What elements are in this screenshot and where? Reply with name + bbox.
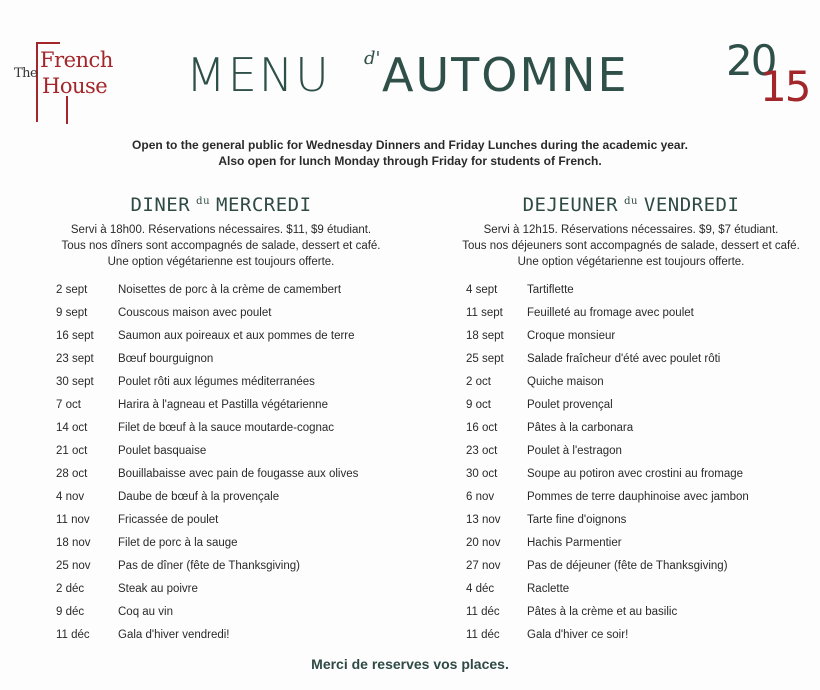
menu-row — [446, 416, 816, 439]
year-badge — [722, 36, 818, 116]
menu-dish: Poulet basquaise — [118, 444, 207, 457]
title-d: d' — [364, 48, 381, 69]
wednesday-dinner-column — [36, 194, 406, 646]
menu-date: 4 nov — [56, 490, 85, 503]
friday-title — [446, 194, 816, 220]
menu-date: 27 nov — [466, 559, 501, 572]
menu-dish: Noisettes de porc à la crème de camembert — [118, 283, 342, 296]
info-line: Tous nos déjeuners sont accompagnés de salade, dessert et café. — [462, 240, 800, 252]
menu-dish: Pas de dîner (fête de Thanksgiving) — [118, 559, 300, 572]
menu-dish: Pâtes à la carbonara — [527, 421, 634, 434]
menu-dish: Filet de bœuf à la sauce moutarde-cognac — [118, 421, 335, 434]
menu-date: 2 oct — [466, 375, 491, 388]
logo-bar — [36, 42, 60, 44]
menu-date: 6 nov — [466, 490, 495, 503]
friday-title-b: VENDREDI — [643, 194, 740, 216]
menu-row — [446, 508, 816, 531]
intro-line: Also open for lunch Monday through Friday for students of French. — [218, 154, 602, 168]
menu-date: 2 déc — [56, 582, 85, 595]
menu-row — [36, 623, 406, 646]
year-first: 20 — [726, 36, 776, 85]
menu-date: 28 oct — [56, 467, 88, 480]
menu-row — [36, 393, 406, 416]
menu-dish: Gala d'hiver vendredi! — [118, 628, 230, 641]
menu-date: 14 oct — [56, 421, 88, 434]
menu-date: 13 nov — [466, 513, 501, 526]
menu-date: 11 déc — [466, 628, 500, 641]
menu-dish: Coq au vin — [118, 605, 173, 618]
logo-french: French — [40, 48, 113, 72]
menu-date: 4 déc — [466, 582, 495, 595]
logo-bar — [36, 42, 38, 122]
menu-dish: Couscous maison avec poulet — [118, 306, 272, 319]
menu-date: 20 nov — [466, 536, 501, 549]
wednesday-title-du: du — [196, 195, 211, 207]
menu-date: 23 oct — [466, 444, 498, 457]
menu-row — [446, 485, 816, 508]
friday-title-du: du — [624, 195, 638, 207]
menu-date: 25 sept — [466, 352, 504, 365]
menu-dish: Gala d'hiver ce soir! — [527, 628, 629, 641]
menu-date: 11 sept — [466, 306, 503, 319]
menu-date: 9 sept — [56, 306, 88, 319]
menu-dish: Quiche maison — [527, 375, 604, 388]
year-second: 15 — [760, 62, 810, 111]
menu-dish: Fricassée de poulet — [118, 513, 219, 526]
menu-dish: Pâtes à la crème et au basilic — [527, 605, 678, 618]
menu-date: 21 oct — [56, 444, 88, 457]
menu-date: 25 nov — [56, 559, 91, 572]
menu-row — [446, 393, 816, 416]
menu-row — [36, 324, 406, 347]
menu-row — [446, 324, 816, 347]
menu-dish: Harira à l'agneau et Pastilla végétarienne — [118, 398, 328, 411]
french-house-logo — [8, 38, 126, 128]
menu-dish: Feuilleté au fromage avec poulet — [527, 306, 694, 319]
menu-row — [36, 531, 406, 554]
menu-dish: Poulet à l'estragon — [527, 444, 622, 457]
menu-dish: Pommes de terre dauphinoise avec jambon — [527, 490, 749, 503]
menu-row — [36, 347, 406, 370]
menu-dish: Filet de porc à la sauge — [118, 536, 238, 549]
menu-dish: Bœuf bourguignon — [118, 352, 214, 365]
title-menu: MENU — [186, 48, 331, 102]
menu-dish: Salade fraîcheur d'été avec poulet rôti — [527, 352, 721, 365]
info-line: Servi à 18h00. Réservations nécessaires. $11, $9 étudiant. — [70, 224, 372, 236]
menu-row — [446, 554, 816, 577]
menu-row — [446, 370, 816, 393]
info-line: Servi à 12h15. Réservations nécessaires. $9, $7 étudiant. — [483, 224, 779, 236]
menu-dish: Tarte fine d'oignons — [527, 513, 627, 526]
menu-row — [446, 301, 816, 324]
friday-title-a: DEJEUNER — [522, 194, 619, 216]
info-line: Une option végétarienne est toujours offerte. — [107, 256, 335, 268]
info-line: Tous nos dîners sont accompagnés de salade, dessert et café. — [61, 240, 381, 252]
menu-date: 18 sept — [466, 329, 504, 342]
menu-date: 7 oct — [56, 398, 81, 411]
menu-row — [36, 439, 406, 462]
menu-row — [36, 416, 406, 439]
menu-row — [36, 462, 406, 485]
menu-date: 18 nov — [56, 536, 91, 549]
menu-date: 9 oct — [466, 398, 491, 411]
friday-info — [446, 222, 816, 270]
friday-lunch-column — [446, 194, 816, 646]
info-line: Une option végétarienne est toujours offerte. — [517, 256, 745, 268]
menu-date: 9 déc — [56, 605, 85, 618]
menu-row — [446, 462, 816, 485]
menu-row — [446, 600, 816, 623]
menu-date: 23 sept — [56, 352, 94, 365]
menu-dish: Poulet provençal — [527, 398, 613, 411]
menu-dish: Bouillabaisse avec pain de fougasse aux olives — [118, 467, 359, 480]
menu-dish: Poulet rôti aux légumes méditerranées — [118, 375, 315, 388]
page-title — [186, 44, 666, 104]
menu-dish: Saumon aux poireaux et aux pommes de terre — [118, 329, 355, 342]
menu-date: 11 nov — [56, 513, 90, 526]
intro-line: Open to the general public for Wednesday Dinners and Friday Lunches during the academic year. — [132, 138, 688, 152]
menu-date: 11 déc — [56, 628, 90, 641]
menu-date: 30 sept — [56, 375, 94, 388]
menu-date: 2 sept — [56, 283, 88, 296]
menu-row — [446, 278, 816, 301]
menu-row — [446, 439, 816, 462]
menu-dish: Steak au poivre — [118, 582, 198, 595]
menu-date: 30 oct — [466, 467, 498, 480]
menu-row — [36, 485, 406, 508]
menu-row — [36, 508, 406, 531]
wednesday-menu-list — [36, 278, 406, 646]
menu-dish: Raclette — [527, 582, 570, 595]
menu-date: 4 sept — [466, 283, 498, 296]
menu-row — [36, 278, 406, 301]
menu-date: 11 déc — [466, 605, 500, 618]
menu-row — [36, 370, 406, 393]
wednesday-title — [36, 194, 406, 220]
friday-menu-list — [446, 278, 816, 646]
wednesday-title-a: DINER — [130, 194, 191, 216]
intro-text — [0, 137, 820, 169]
menu-row — [36, 301, 406, 324]
title-automne: AUTOMNE — [382, 48, 629, 102]
menu-dish: Daube de bœuf à la provençale — [118, 490, 280, 503]
menu-row — [36, 600, 406, 623]
logo-bar — [66, 96, 68, 124]
menu-dish: Hachis Parmentier — [527, 536, 622, 549]
wednesday-info — [36, 222, 406, 270]
menu-row — [446, 577, 816, 600]
menu-date: 16 oct — [466, 421, 498, 434]
menu-dish: Pas de déjeuner (fête de Thanksgiving) — [527, 559, 728, 572]
menu-row — [36, 554, 406, 577]
menu-row — [446, 531, 816, 554]
menu-row — [446, 347, 816, 370]
logo-the: The — [14, 66, 38, 81]
menu-date: 16 sept — [56, 329, 94, 342]
menu-dish: Soupe au potiron avec crostini au fromage — [527, 467, 744, 480]
menu-dish: Tartiflette — [527, 283, 574, 296]
footer-note: Merci de reserves vos places. — [311, 656, 509, 672]
menu-dish: Croque monsieur — [527, 329, 616, 342]
menu-row — [446, 623, 816, 646]
menu-row — [36, 577, 406, 600]
wednesday-title-b: MERCREDI — [216, 194, 312, 216]
logo-house: House — [42, 74, 108, 98]
